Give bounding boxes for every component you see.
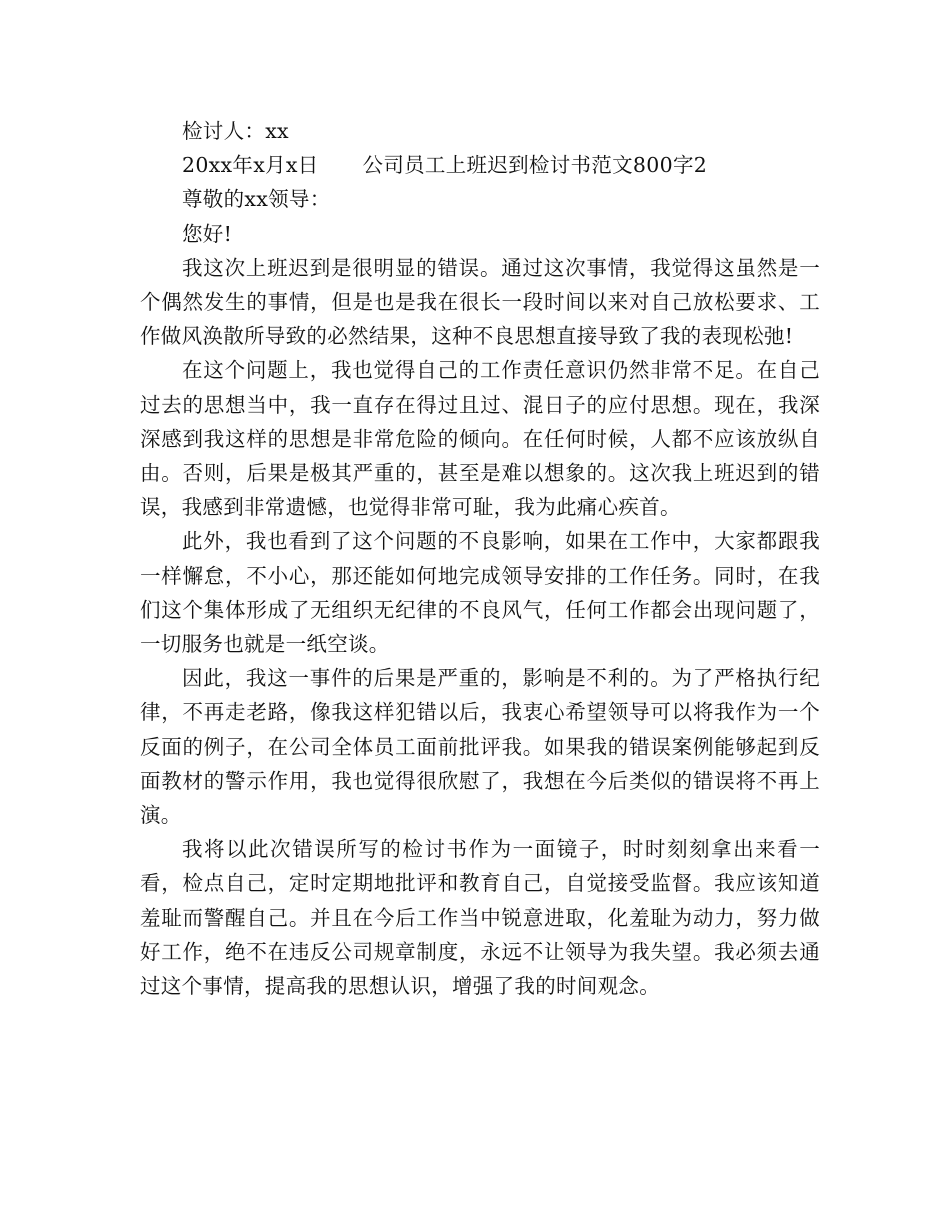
next-document-title: 公司员工上班迟到检讨书范文800字2	[362, 153, 708, 178]
salutation: 尊敬的xx领导：	[182, 187, 331, 212]
date-line: 20xx年x月x日	[182, 153, 319, 178]
paragraph-2: 在这个问题上，我也觉得自己的工作责任意识仍然非常不足。在自己过去的思想当中，我一直存在得过且过、混日子的应付思想。现在，我深深感到我这样的思想是非常危险的倾向。在任何时候，人都不应该放纵自由。否则，后果是极其严重的，甚至是难以想象的。这次我上班迟到的错误，我感到非常遗憾，也觉得非常可耻，我为此痛心疾首。	[140, 358, 820, 520]
paragraph-3: 此外，我也看到了这个问题的不良影响，如果在工作中，大家都跟我一样懈怠，不小心，那还能如何地完成领导安排的工作任务。同时，在我们这个集体形成了无组织无纪律的不良风气，任何工作都会出现问题了，一切服务也就是一纸空谈。	[140, 529, 820, 657]
paragraph-5: 我将以此次错误所写的检讨书作为一面镜子，时时刻刻拿出来看一看，检点自己，定时定期地批评和教育自己，自觉接受监督。我应该知道羞耻而警醒自己。并且在今后工作当中锐意进取，化羞耻为动力，努力做好工作，绝不在违反公司规章制度，永远不让领导为我失望。我必须去通过这个事情，提高我的思想认识，增强了我的时间观念。	[140, 837, 820, 999]
date-and-title-line	[140, 148, 820, 182]
reviewer-line: 检讨人：xx	[182, 119, 289, 143]
paragraph-4: 因此，我这一事件的后果是严重的，影响是不利的。为了严格执行纪律，不再走老路，像我这样犯错以后，我衷心希望领导可以将我作为一个反面的例子，在公司全体员工面前批评我。如果我的错误案例能够起到反面教材的警示作用，我也觉得很欣慰了，我想在今后类似的错误将不再上演。	[140, 666, 820, 828]
greeting: 您好!	[182, 221, 233, 246]
document-body	[140, 114, 820, 1003]
paragraph-1: 我这次上班迟到是很明显的错误。通过这次事情，我觉得这虽然是一个偶然发生的事情，但是也是我在很长一段时间以来对自己放松要求、工作做风涣散所导致的必然结果，这种不良思想直接导致了我的表现松弛!	[140, 255, 820, 349]
